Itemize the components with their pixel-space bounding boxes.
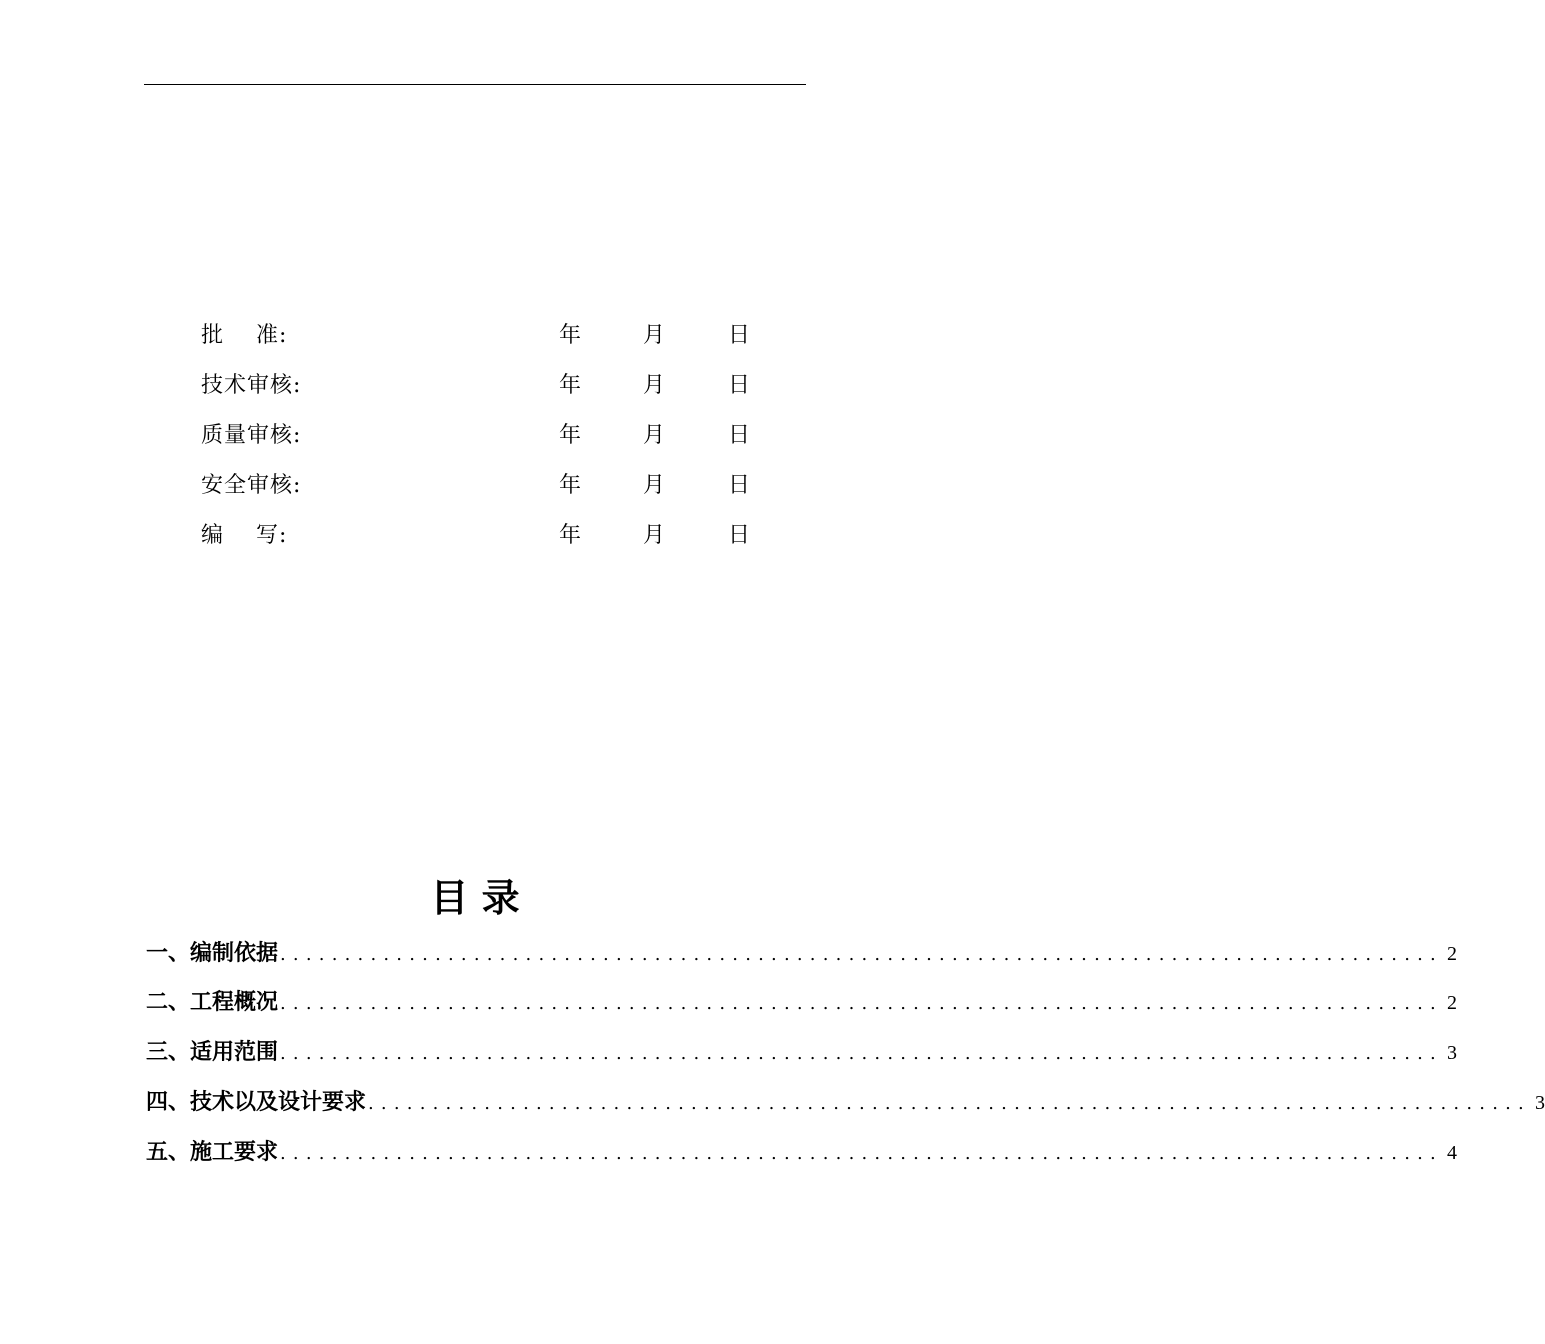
toc-leader-dots: .......................................................................................... <box>280 993 1443 1014</box>
signature-label: 批 准: <box>201 323 288 348</box>
day-label: 日 <box>728 323 751 348</box>
signature-row-author <box>0 521 950 551</box>
toc-entry[interactable] <box>146 1137 1457 1169</box>
month-label: 月 <box>643 423 666 448</box>
day-label: 日 <box>728 523 751 548</box>
toc-entry-text: 四、技术以及设计要求 <box>146 1090 367 1115</box>
toc-entry[interactable] <box>146 1087 1545 1119</box>
year-label: 年 <box>559 423 582 448</box>
toc-entry-text: 五、施工要求 <box>146 1140 279 1165</box>
toc-leader-dots: .......................................................................................... <box>368 1093 1531 1114</box>
year-label: 年 <box>559 473 582 498</box>
toc-entry-text: 一、编制依据 <box>146 941 279 966</box>
toc-leader-dots: .......................................................................................... <box>280 1143 1443 1164</box>
toc-entry-text: 三、适用范围 <box>146 1040 279 1065</box>
signature-row-approve <box>0 321 950 351</box>
month-label: 月 <box>643 523 666 548</box>
header-rule <box>144 84 806 85</box>
month-label: 月 <box>643 323 666 348</box>
toc-entry-text: 二、工程概况 <box>146 990 279 1015</box>
year-label: 年 <box>559 523 582 548</box>
month-label: 月 <box>643 373 666 398</box>
toc-page-number: 3 <box>1534 1092 1545 1114</box>
toc-page-number: 2 <box>1446 943 1457 965</box>
toc-entry[interactable] <box>146 938 1457 970</box>
toc-page-number: 4 <box>1446 1142 1457 1164</box>
toc-leader-dots: .......................................................................................... <box>280 1043 1443 1064</box>
signature-label: 安全审核: <box>201 473 302 498</box>
day-label: 日 <box>728 473 751 498</box>
signature-row-quality-review <box>0 421 950 451</box>
signature-label: 技术审核: <box>201 373 302 398</box>
toc-entry[interactable] <box>146 987 1457 1019</box>
year-label: 年 <box>559 373 582 398</box>
signature-label: 质量审核: <box>201 423 302 448</box>
signature-row-safety-review <box>0 471 950 501</box>
toc-entry[interactable] <box>146 1037 1457 1069</box>
signature-row-technical-review <box>0 371 950 401</box>
toc-page-number: 3 <box>1446 1042 1457 1064</box>
signature-label: 编 写: <box>201 523 288 548</box>
toc-page-number: 2 <box>1446 992 1457 1014</box>
month-label: 月 <box>643 473 666 498</box>
day-label: 日 <box>728 373 751 398</box>
year-label: 年 <box>559 323 582 348</box>
toc-title: 目 录 <box>430 876 520 920</box>
toc-leader-dots: .......................................................................................... <box>280 944 1443 965</box>
day-label: 日 <box>728 423 751 448</box>
